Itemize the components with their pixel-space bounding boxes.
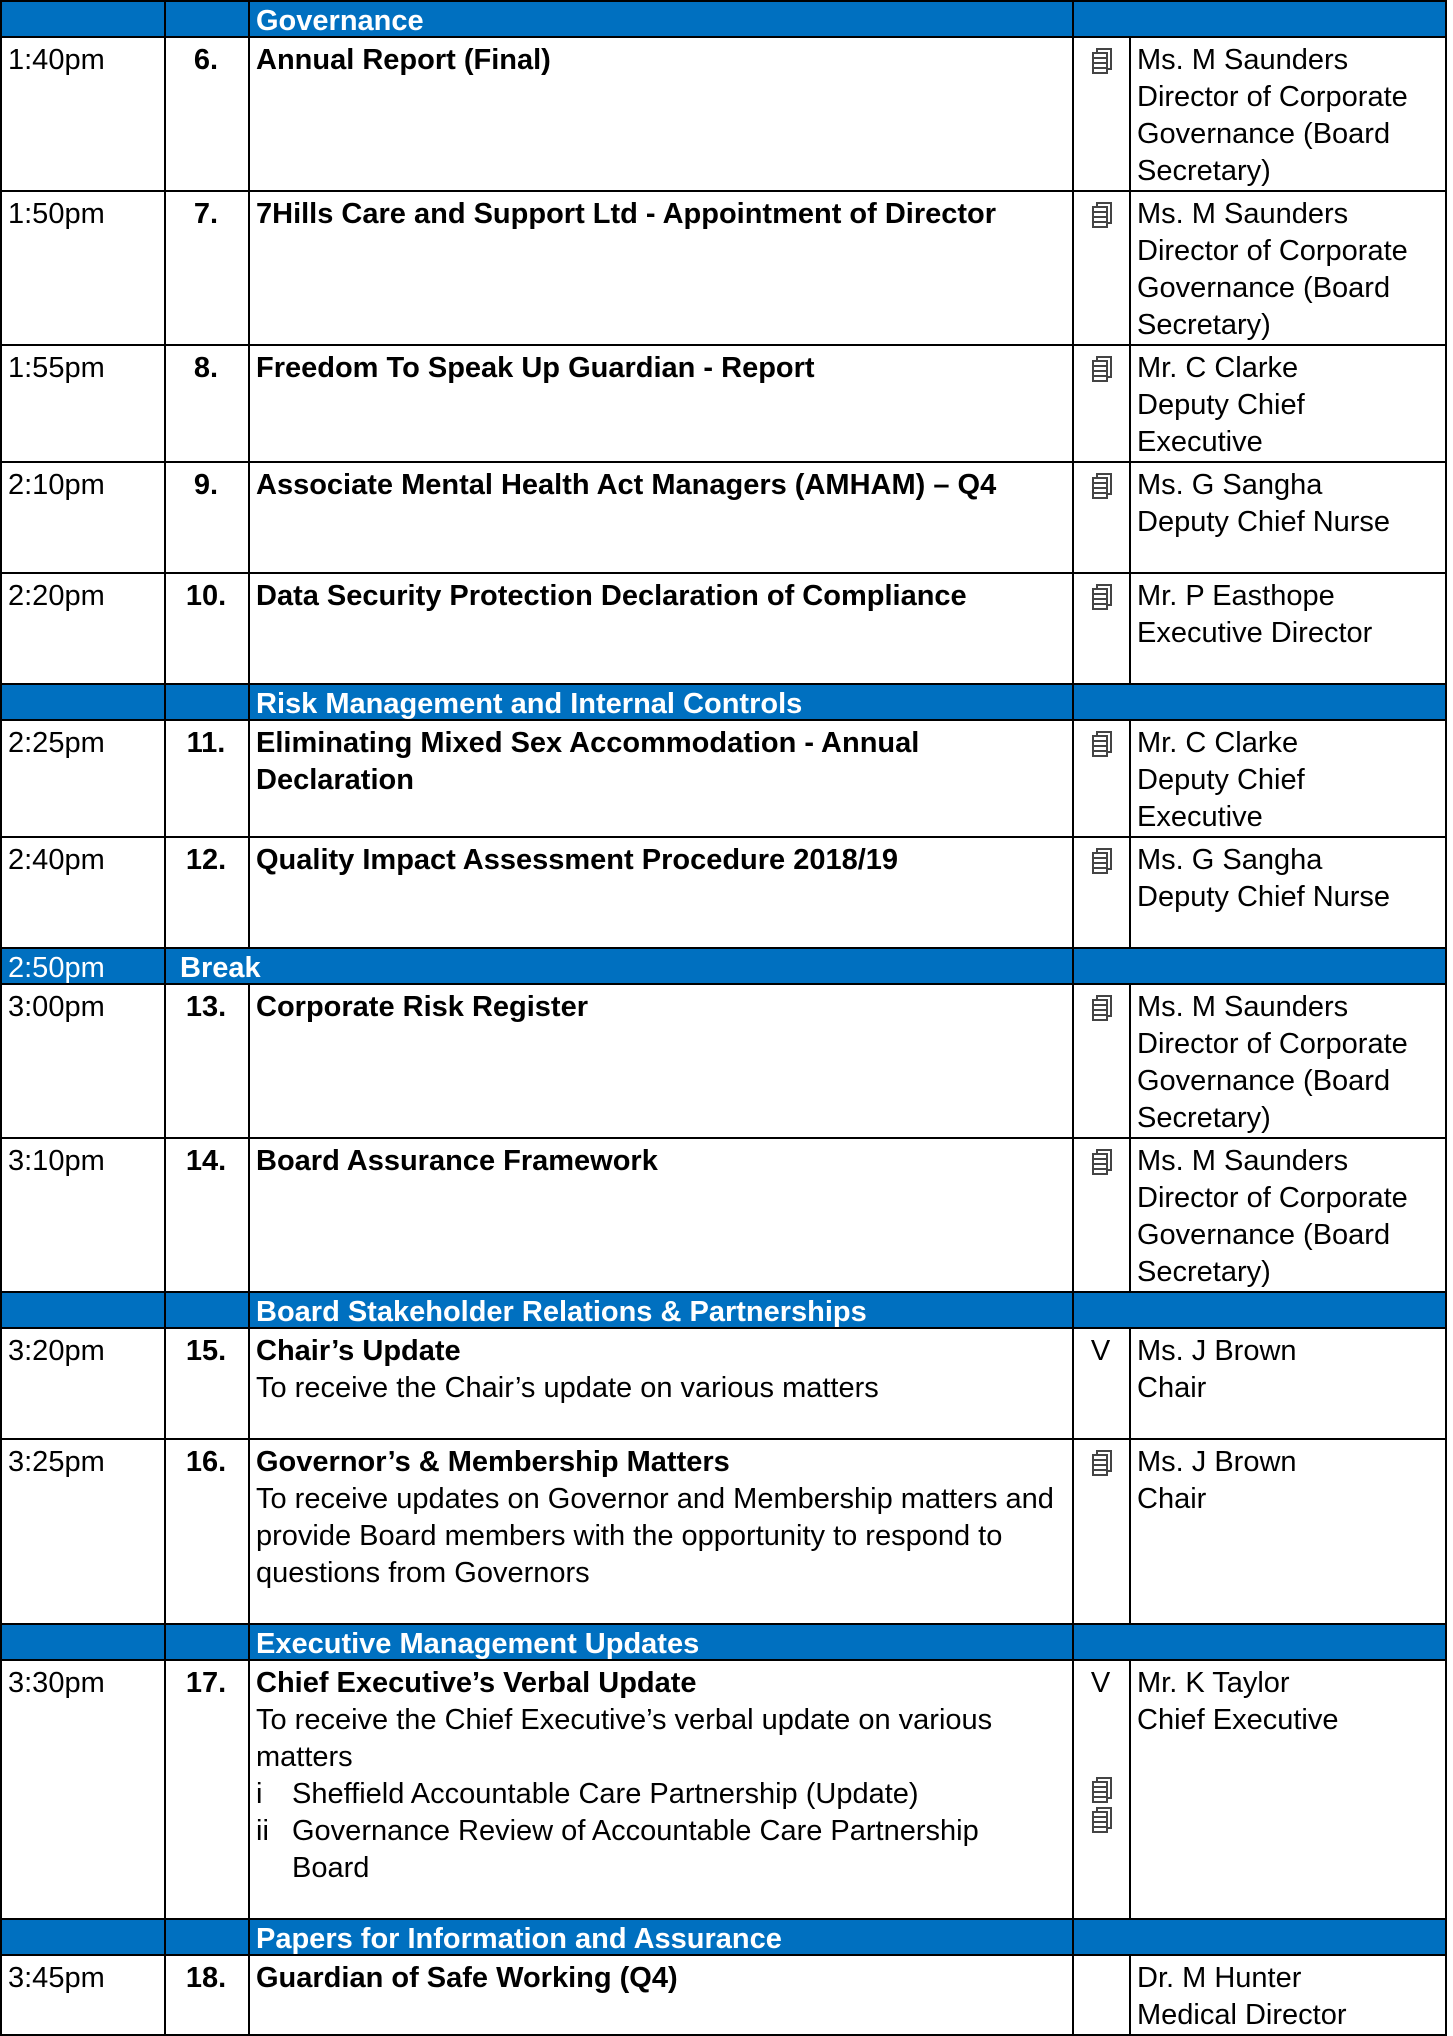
item-title: Quality Impact Assessment Procedure 2018/19: [256, 844, 899, 876]
item-description: To receive the Chief Executive’s verbal update on various matters: [256, 1704, 993, 1773]
item-number: 14.: [165, 1138, 249, 1292]
document-icon: [1092, 731, 1110, 755]
item-title: Board Assurance Framework: [256, 1145, 658, 1177]
owner-name: Ms. J Brown: [1137, 1335, 1297, 1367]
document-icon: [1092, 473, 1110, 497]
sub-item: [256, 1776, 1064, 1813]
owner-name: Ms. M Saunders: [1137, 198, 1349, 230]
item-number: 17.: [165, 1660, 249, 1919]
owner-name: Mr. K Taylor: [1137, 1667, 1290, 1699]
agenda-row: [1, 191, 1446, 345]
owner-role: Chief Executive: [1137, 1704, 1339, 1736]
agenda-row: [1, 1328, 1446, 1439]
sub-item-numeral: i: [256, 1778, 263, 1810]
document-icon: [1092, 584, 1110, 608]
item-number: 12.: [165, 837, 249, 948]
item-title: Annual Report (Final): [256, 44, 551, 76]
owner-name: Mr. P Easthope: [1137, 580, 1335, 612]
sub-item-numeral: ii: [256, 1815, 269, 1847]
section-header-row: [1, 1919, 1446, 1955]
break-time: 2:50pm: [1, 948, 165, 984]
section-header-row: [1, 1624, 1446, 1660]
agenda-row: [1, 1955, 1446, 2035]
owner-name: Mr. C Clarke: [1137, 727, 1299, 759]
item-time: 1:50pm: [1, 191, 165, 345]
item-number: 8.: [165, 345, 249, 462]
item-time: 1:40pm: [1, 37, 165, 191]
agenda-row: [1, 37, 1446, 191]
section-header: Board Stakeholder Relations & Partnerships: [249, 1292, 1073, 1328]
verbal-indicator: V: [1073, 1328, 1130, 1439]
item-time: 3:20pm: [1, 1328, 165, 1439]
item-title: Chair’s Update: [256, 1335, 461, 1367]
document-icon: [1092, 202, 1110, 226]
item-number: 7.: [165, 191, 249, 345]
owner-role: Deputy Chief Executive: [1137, 764, 1305, 833]
section-header: Executive Management Updates: [249, 1624, 1073, 1660]
document-icon: [1092, 1777, 1110, 1801]
item-number: 11.: [165, 720, 249, 837]
item-title: Governor’s & Membership Matters: [256, 1446, 730, 1478]
section-header: Governance: [249, 1, 1073, 37]
owner-role: Executive Director: [1137, 617, 1373, 649]
owner-name: Ms. M Saunders: [1137, 1145, 1349, 1177]
owner-role: Chair: [1137, 1483, 1207, 1515]
break-label: Break: [165, 948, 1073, 984]
section-header: Risk Management and Internal Controls: [249, 684, 1073, 720]
document-icon: [1092, 1450, 1110, 1474]
agenda-row: [1, 984, 1446, 1138]
owner-name: Ms. G Sangha: [1137, 844, 1323, 876]
section-header: Papers for Information and Assurance: [249, 1919, 1073, 1955]
item-title: Corporate Risk Register: [256, 991, 588, 1023]
item-description: To receive updates on Governor and Membership matters and provide Board members with the opportunity to respond to questions from Governors: [256, 1483, 1054, 1589]
owner-name: Ms. M Saunders: [1137, 44, 1349, 76]
owner-role: Medical Director: [1137, 1999, 1347, 2031]
item-time: 3:10pm: [1, 1138, 165, 1292]
item-title: Chief Executive’s Verbal Update: [256, 1667, 697, 1699]
item-title: Guardian of Safe Working (Q4): [256, 1962, 678, 1994]
agenda-row: [1, 720, 1446, 837]
document-icon: [1092, 1149, 1110, 1173]
document-icon: [1092, 356, 1110, 380]
agenda-row: [1, 573, 1446, 684]
item-title: Associate Mental Health Act Managers (AMHAM) – Q4: [256, 469, 997, 501]
item-time: 3:30pm: [1, 1660, 165, 1919]
document-icon: [1092, 1807, 1110, 1831]
owner-name: Ms. J Brown: [1137, 1446, 1297, 1478]
item-title: Eliminating Mixed Sex Accommodation - Annual Declaration: [256, 727, 920, 796]
item-number: 10.: [165, 573, 249, 684]
agenda-row: [1, 462, 1446, 573]
item-time: 2:40pm: [1, 837, 165, 948]
sub-item-text: Sheffield Accountable Care Partnership (Update): [292, 1778, 919, 1810]
agenda-row: [1, 345, 1446, 462]
item-number: 6.: [165, 37, 249, 191]
owner-role: Chair: [1137, 1372, 1207, 1404]
item-time: 3:45pm: [1, 1955, 165, 2035]
item-number: 15.: [165, 1328, 249, 1439]
owner-role: Director of Corporate Governance (Board Secretary): [1137, 81, 1408, 187]
item-time: 1:55pm: [1, 345, 165, 462]
document-icon: [1092, 995, 1110, 1019]
item-number: 18.: [165, 1955, 249, 2035]
document-icon: [1092, 848, 1110, 872]
item-time: 2:20pm: [1, 573, 165, 684]
item-time: 2:25pm: [1, 720, 165, 837]
verbal-indicator: V: [1090, 1667, 1111, 1699]
owner-role: Deputy Chief Executive: [1137, 389, 1305, 458]
owner-role: Director of Corporate Governance (Board Secretary): [1137, 235, 1408, 341]
item-title: Freedom To Speak Up Guardian - Report: [256, 352, 815, 384]
item-title: Data Security Protection Declaration of Compliance: [256, 580, 967, 612]
item-description: To receive the Chair’s update on various matters: [256, 1372, 879, 1404]
break-row: [1, 948, 1446, 984]
agenda-row: [1, 1138, 1446, 1292]
owner-role: Deputy Chief Nurse: [1137, 881, 1391, 913]
section-header-row: [1, 684, 1446, 720]
owner-name: Dr. M Hunter: [1137, 1962, 1302, 1994]
agenda-row: [1, 1660, 1446, 1919]
owner-role: Director of Corporate Governance (Board Secretary): [1137, 1028, 1408, 1134]
agenda-row: [1, 1439, 1446, 1624]
owner-name: Mr. C Clarke: [1137, 352, 1299, 384]
item-title: 7Hills Care and Support Ltd - Appointment of Director: [256, 198, 997, 230]
item-number: 13.: [165, 984, 249, 1138]
sub-item: [256, 1813, 1064, 1887]
agenda-row: [1, 837, 1446, 948]
document-icon: [1092, 48, 1110, 72]
section-header-row: [1, 1292, 1446, 1328]
item-number: 9.: [165, 462, 249, 573]
section-header-row: [1, 1, 1446, 37]
owner-role: Deputy Chief Nurse: [1137, 506, 1391, 538]
owner-name: Ms. M Saunders: [1137, 991, 1349, 1023]
owner-name: Ms. G Sangha: [1137, 469, 1323, 501]
item-number: 16.: [165, 1439, 249, 1624]
item-time: 2:10pm: [1, 462, 165, 573]
owner-role: Director of Corporate Governance (Board Secretary): [1137, 1182, 1408, 1288]
item-time: 3:00pm: [1, 984, 165, 1138]
sub-item-text: Governance Review of Accountable Care Partnership Board: [292, 1815, 979, 1884]
item-time: 3:25pm: [1, 1439, 165, 1624]
